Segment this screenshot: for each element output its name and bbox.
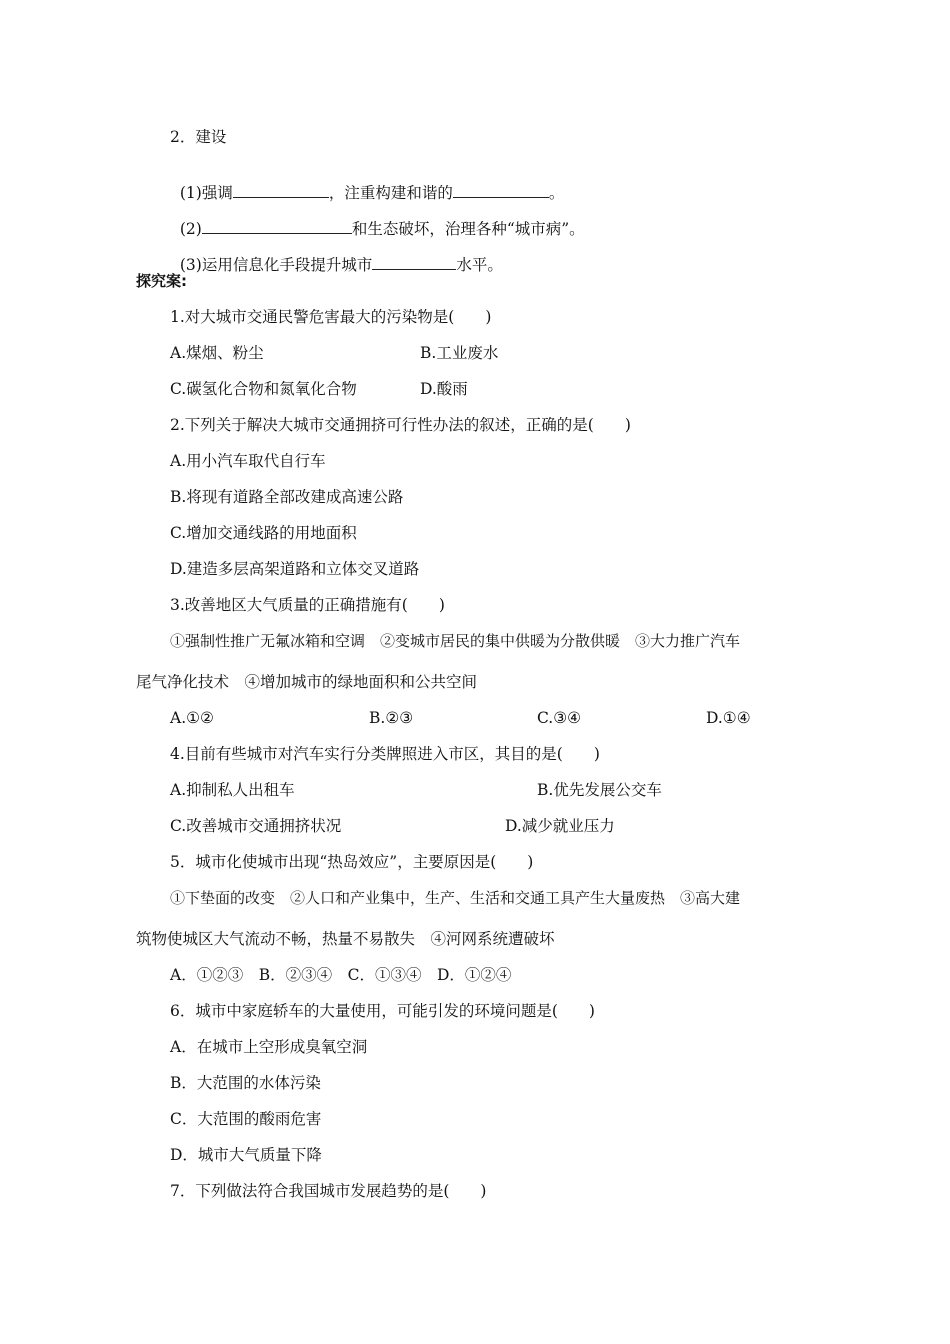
q3-statements-line-2: 尾气净化技术 ④增加城市的绿地面积和公共空间	[136, 673, 478, 691]
question-4-stem: 4.目前有些城市对汽车实行分类牌照进入市区，其目的是( )	[170, 745, 600, 763]
fill-blank-1[interactable]	[233, 183, 329, 198]
q6-option-b: B．大范围的水体污染	[170, 1074, 321, 1092]
q1-option-a: A.煤烟、粉尘	[170, 344, 264, 362]
question-7-stem: 7．下列做法符合我国城市发展趋势的是( )	[170, 1182, 487, 1200]
question-6-stem: 6．城市中家庭轿车的大量使用，可能引发的环境问题是( )	[170, 1002, 595, 1020]
q3-option-a: A.①②	[170, 709, 214, 727]
q1-option-c: C.碳氢化合物和氮氧化合物	[170, 380, 357, 398]
q4-option-a: A.抑制私人出租车	[170, 781, 295, 799]
q2-option-b: B.将现有道路全部改建成高速公路	[170, 488, 404, 506]
fill-blank-2[interactable]	[453, 183, 549, 198]
q3-option-d: D.①④	[706, 709, 751, 727]
question-1-stem: 1.对大城市交通民警危害最大的污染物是( )	[170, 308, 492, 326]
q5-statements-line-1: ①下垫面的改变 ②人口和产业集中，生产、生活和交通工具产生大量废热 ③高大建	[170, 889, 741, 907]
q4-option-c: C.改善城市交通拥挤状况	[170, 817, 342, 835]
item-3-prefix: (3)运用信息化手段提升城市	[179, 256, 373, 274]
fill-blank-3[interactable]	[202, 219, 352, 234]
q6-option-a: A．在城市上空形成臭氧空洞	[170, 1038, 368, 1056]
item-3-suffix: 水平。	[456, 256, 503, 274]
item-1	[170, 163, 564, 203]
item-1-middle: ，注重构建和谐的	[328, 184, 453, 202]
item-3	[170, 235, 503, 275]
q4-option-d: D.减少就业压力	[505, 817, 615, 835]
question-2-stem: 2.下列关于解决大城市交通拥挤可行性办法的叙述，正确的是( )	[170, 416, 631, 434]
q5-statements-line-2: 筑物使城区大气流动不畅，热量不易散失 ④河网系统遭破坏	[136, 930, 555, 948]
q4-option-b: B.优先发展公交车	[537, 781, 662, 799]
q5-options: A．①②③ B．②③④ C．①③④ D．①②④	[170, 966, 512, 984]
section-title: 2．建设	[170, 128, 227, 146]
q1-option-b: B.工业废水	[420, 344, 499, 362]
item-1-suffix: 。	[548, 184, 565, 202]
item-2-suffix: 和生态破坏，治理各种“城市病”。	[351, 220, 585, 238]
section-heading: 探究案:	[136, 272, 187, 290]
q3-statements-line-1: ①强制性推广无氟冰箱和空调 ②变城市居民的集中供暖为分散供暖 ③大力推广汽车	[170, 632, 741, 650]
question-5-stem: 5．城市化使城市出现“热岛效应”，主要原因是( )	[170, 853, 534, 871]
q1-option-d: D.酸雨	[420, 380, 468, 398]
fill-blank-4[interactable]	[372, 255, 456, 270]
q3-option-b: B.②③	[369, 709, 414, 727]
q6-option-d: D．城市大气质量下降	[170, 1146, 322, 1164]
item-2	[170, 199, 585, 239]
q3-option-c: C.③④	[537, 709, 582, 727]
q6-option-c: C．大范围的酸雨危害	[170, 1110, 322, 1128]
question-3-stem: 3.改善地区大气质量的正确措施有( )	[170, 596, 445, 614]
q2-option-d: D.建造多层高架道路和立体交叉道路	[170, 560, 420, 578]
q2-option-c: C.增加交通线路的用地面积	[170, 524, 357, 542]
q2-option-a: A.用小汽车取代自行车	[170, 452, 326, 470]
item-2-prefix: (2)	[179, 220, 202, 238]
item-1-prefix: (1)强调	[179, 184, 233, 202]
